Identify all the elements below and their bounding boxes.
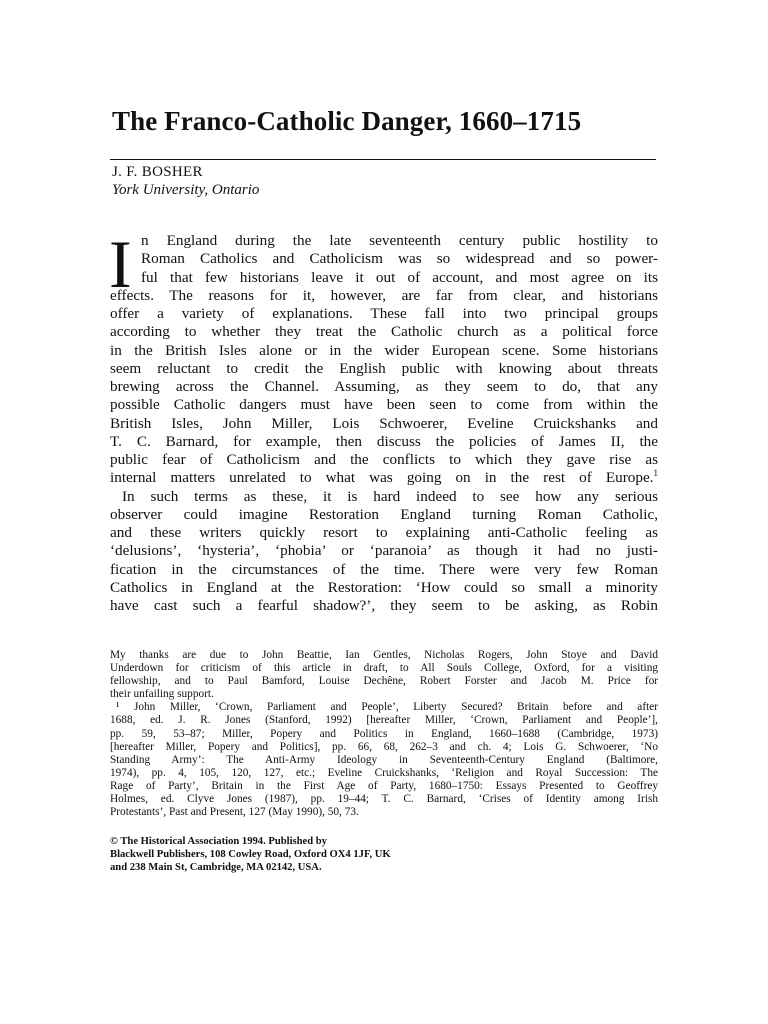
- body-line: brewing across the Channel. Assuming, as they seem to do, that any: [110, 378, 658, 395]
- body-line: British Isles, John Miller, Lois Schwoerer, Eveline Cruickshanks and: [110, 414, 658, 432]
- footnote-line: ¹ John Miller, ‘Crown, Parliament and People’, Liberty Secured? Britain before and after: [116, 701, 658, 714]
- acknowledgement-line: Underdown for criticism of this article in draft, to All Souls College, Oxford, for a visiting: [110, 662, 658, 675]
- body-line: effects. The reasons for it, however, are far from clear, and historians: [110, 286, 658, 304]
- article-title: The Franco-Catholic Danger, 1660–1715: [112, 106, 582, 136]
- title-rule: [110, 159, 656, 160]
- body-line: according to whether they treat the Catholic church as a political force: [110, 323, 658, 341]
- footnote-line: [hereafter Miller, Popery and Politics], pp. 66, 68, 262–3 and ch. 4; Lois G. Schwoerer, ‘No: [110, 740, 658, 753]
- footnote-line: pp. 59, 53–87; Miller, Popery and Politics in England, 1660–1688 (Cambridge, 1973): [110, 727, 658, 740]
- footnote-line: Standing Army’: The Anti-Army Ideology in Seventeenth-Century England (Baltimore,: [110, 753, 658, 766]
- body-line: offer a variety of explanations. These fall into two principal groups: [110, 305, 658, 322]
- body-line: fication in the circumstances of the time. There were very few Roman: [110, 560, 658, 578]
- acknowledgement-line: their unfailing support.: [110, 688, 214, 701]
- body-line: seem reluctant to credit the English public with knowing about threats: [110, 359, 658, 377]
- drop-cap: I: [109, 226, 132, 302]
- body-line-text: internal matters unrelated to what was going on in the rest of Europe.: [110, 469, 654, 487]
- author-affiliation: York University, Ontario: [112, 182, 260, 198]
- body-line: in the British Isles alone or in the wider European scene. Some historians: [110, 341, 658, 359]
- footnote-line: Rage of Party’, Britain in the First Age of Party, 1680–1750: Essays Presented to Geoffrey: [110, 779, 658, 792]
- body-line: T. C. Barnard, for example, then discuss the policies of James II, the: [110, 432, 658, 450]
- copyright-line: © The Historical Association 1994. Published by: [110, 836, 327, 847]
- body-line: Catholics in England at the Restoration: ‘How could so small a minority: [110, 578, 658, 596]
- body-line: observer could imagine Restoration England turning Roman Catholic,: [110, 505, 658, 523]
- acknowledgement-line: My thanks are due to John Beattie, Ian Gentles, Nicholas Rogers, John Stoye and David: [110, 649, 658, 661]
- body-line: public fear of Catholicism and the conflicts to which they gave rise as: [110, 451, 658, 468]
- footnote-line: Holmes, ed. Clyve Jones (1987), pp. 19–44; T. C. Barnard, ‘Crises of Identity among Irish: [110, 793, 658, 806]
- body-line: ful that few historians leave it out of account, and most agree on its: [141, 268, 658, 286]
- footnote-reference[interactable]: 1: [653, 468, 658, 479]
- footnotes: [110, 649, 658, 819]
- footnote-line: 1688, ed. J. R. Jones (Stanford, 1992) [hereafter Miller, ‘Crown, Parliament and People’],: [110, 714, 658, 727]
- body-line: and these writers quickly resort to explaining anti-Catholic feeling as: [110, 524, 658, 541]
- footnote-line: Protestants’, Past and Present, 127 (May 1990), 50, 73.: [110, 806, 359, 819]
- body-line: possible Catholic dangers must have been seen to come from within the: [110, 396, 658, 414]
- body-line: In such terms as these, it is hard indeed to see how any serious: [122, 487, 658, 505]
- copyright-line: and 238 Main St, Cambridge, MA 02142, USA.: [110, 861, 322, 873]
- copyright-line: Blackwell Publishers, 108 Cowley Road, Oxford OX4 1JF, UK: [110, 848, 391, 860]
- acknowledgement-line: fellowship, and to Paul Bamford, Louise Dechêne, Robert Forster and Jacob M. Price for: [110, 675, 658, 688]
- body-line: n England during the late seventeenth century public hostility to: [141, 232, 658, 249]
- copyright-notice: [110, 836, 391, 874]
- article-body: [109, 226, 658, 615]
- body-line-with-note: [110, 469, 658, 487]
- author-name: J. F. BOSHER: [112, 164, 203, 180]
- body-line: ‘delusions’, ‘hysteria’, ‘phobia’ or ‘paranoia’ as though it had no justi-: [110, 542, 658, 560]
- body-line: Roman Catholics and Catholicism was so widespread and so power-: [141, 250, 658, 268]
- footnote-line: 1974), pp. 4, 105, 120, 127, etc.; Eveline Cruickshanks, ‘Religion and Royal Succession: The: [110, 766, 658, 779]
- body-line: have cast such a fearful shadow?’, they seem to be asking, as Robin: [110, 597, 658, 614]
